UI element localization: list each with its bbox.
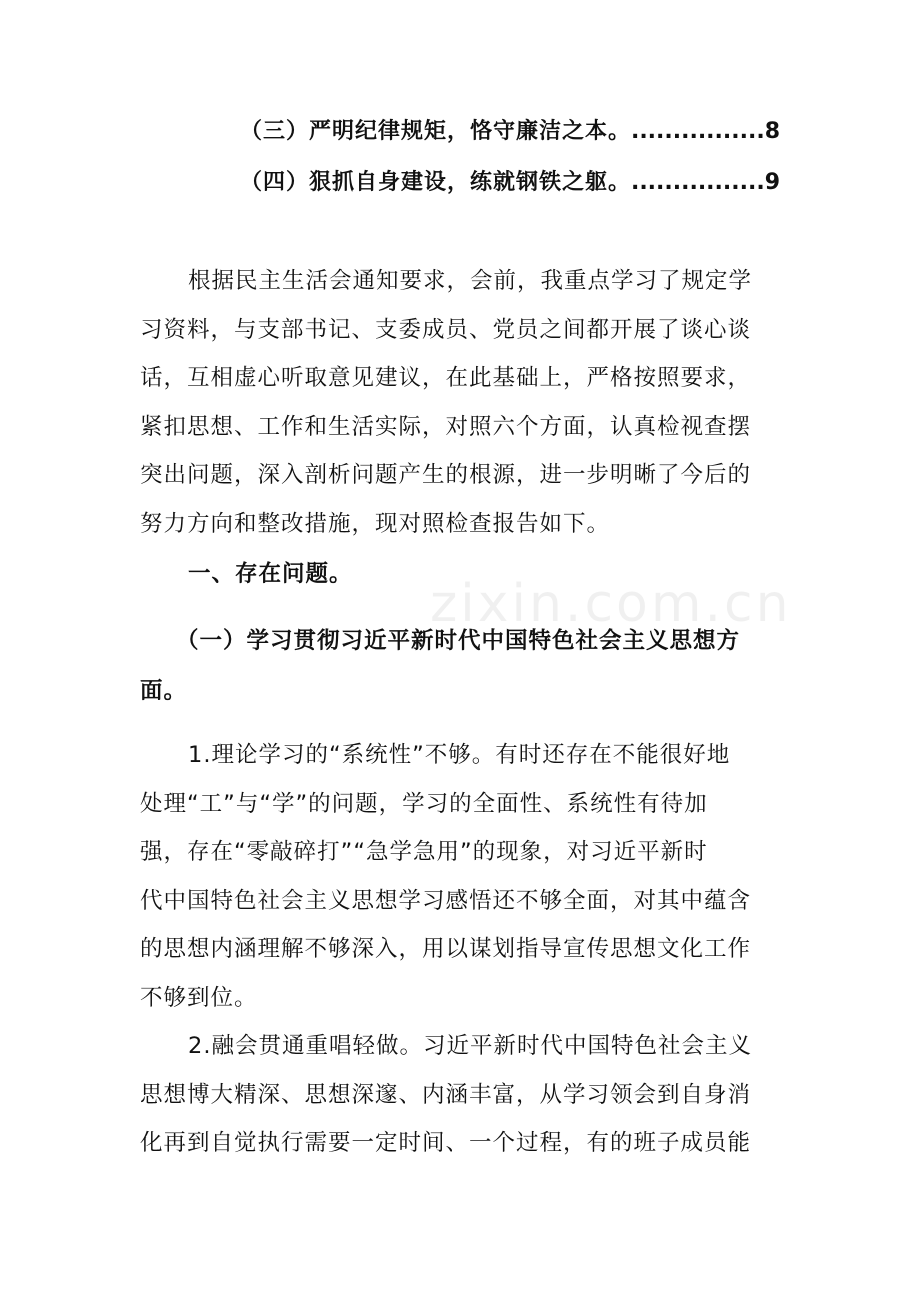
heading-line: 面。	[140, 678, 188, 704]
toc-entry-4[interactable]	[0, 168, 780, 198]
paragraph-line: 处理“工”与“学”的问题，学习的全面性、系统性有待加	[140, 790, 708, 817]
toc-entry-3[interactable]	[0, 117, 780, 147]
paragraph-line: 习资料，与支部书记、支委成员、党员之间都开展了谈心谈	[140, 316, 752, 343]
toc-leader-dots: ................	[630, 119, 765, 144]
intro-paragraph	[140, 257, 780, 548]
item-2-paragraph	[140, 1022, 780, 1168]
subsection-heading-study	[140, 616, 800, 716]
toc-entry-label: （三）严明纪律规矩，恪守廉洁之本。	[239, 119, 631, 144]
paragraph-line: 不够到位。	[140, 984, 258, 1011]
paragraph-line: 1.理论学习的“系统性”不够。有时还存在不能很好地	[188, 742, 731, 768]
paragraph-line: 代中国特色社会主义思想学习感悟还不够全面，对其中蕴含	[140, 887, 752, 914]
toc-leader-dots: ................	[630, 170, 765, 195]
paragraph-line: 2.融会贯通重唱轻做。习近平新时代中国特色社会主义	[188, 1033, 752, 1059]
toc-entry-label: （四）狠抓自身建设，练就钢铁之躯。	[239, 170, 631, 195]
paragraph-line: 思想博大精深、思想深邃、内涵丰富，从学习领会到自身消	[140, 1081, 752, 1108]
heading-line: （一）学习贯彻习近平新时代中国特色社会主义思想方	[176, 628, 741, 654]
item-1-paragraph	[140, 731, 780, 1022]
paragraph-line: 突出问题，深入剖析问题产生的根源，进一步明晰了今后的	[140, 462, 752, 488]
paragraph-line: 话，互相虚心听取意见建议，在此基础上，严格按照要求，	[140, 365, 752, 391]
toc-page-number: 8	[764, 119, 780, 144]
paragraph-line: 紧扣思想、工作和生活实际，对照六个方面，认真检视查摆	[140, 413, 752, 440]
paragraph-line: 强，存在“零敲碎打”“急学急用”的现象，对习近平新时	[140, 839, 708, 865]
toc-page-number: 9	[764, 170, 780, 195]
paragraph-line: 的思想内涵理解不够深入，用以谋划指导宣传思想文化工作	[140, 936, 752, 962]
watermark-text: zixin.com.cn	[430, 574, 792, 634]
paragraph-line: 根据民主生活会通知要求，会前，我重点学习了规定学	[188, 268, 753, 294]
paragraph-line: 努力方向和整改措施，现对照检查报告如下。	[140, 510, 611, 537]
section-heading-problems: 一、存在问题。	[188, 561, 353, 587]
paragraph-line: 化再到自觉执行需要一定时间、一个过程，有的班子成员能	[140, 1130, 752, 1156]
